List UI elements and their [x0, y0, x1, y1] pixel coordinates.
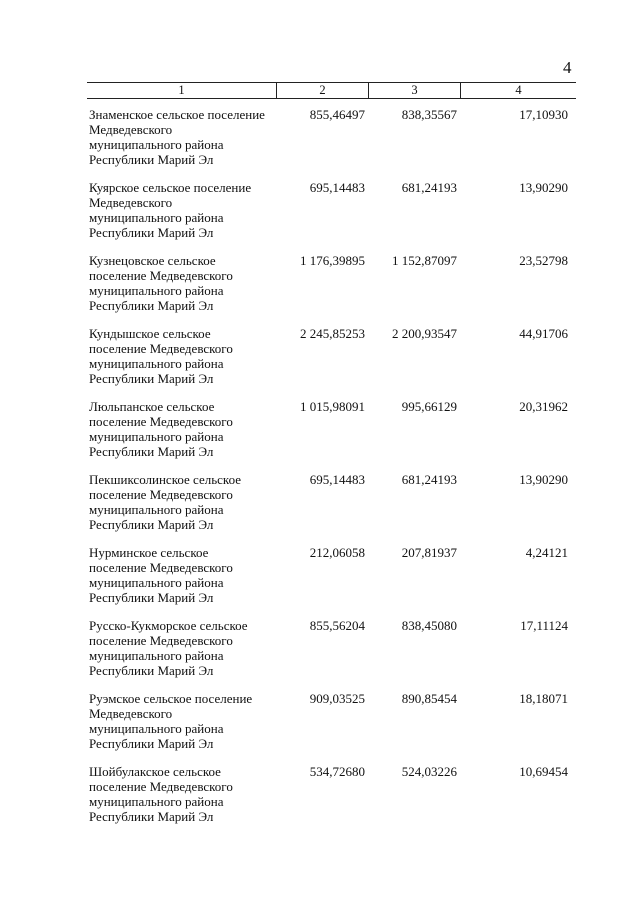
- settlement-name: Шойбулакское сельское поселение Медведевского муниципального района Республики Марий Эл: [89, 764, 233, 824]
- col-4-value: 18,18071: [519, 691, 568, 706]
- col-2-value: 695,14483: [309, 472, 365, 487]
- table-row: [87, 391, 576, 464]
- settlement-name: Кузнецовское сельское поселение Медведевского муниципального района Республики Марий Эл: [89, 253, 233, 313]
- page-number: 4: [563, 58, 572, 77]
- col-2-value: 534,72680: [309, 764, 365, 779]
- col-4-value: 44,91706: [519, 326, 568, 341]
- col-3-value: 207,81937: [401, 545, 457, 560]
- table-row: [87, 245, 576, 318]
- col-3-value: 681,24193: [401, 180, 457, 195]
- col-4-value: 13,90290: [519, 180, 568, 195]
- table-row: [87, 464, 576, 537]
- settlement-name: Куярское сельское поселение Медведевского муниципального района Республики Марий Эл: [89, 180, 252, 240]
- table-row: [87, 172, 576, 245]
- table-row: [87, 99, 576, 172]
- table-row: [87, 318, 576, 391]
- data-table: [87, 82, 576, 829]
- table-header: [87, 82, 576, 99]
- col-3-value: 2 200,93547: [392, 326, 457, 341]
- col-4-value: 20,31962: [519, 399, 568, 414]
- header-col-1: 1: [178, 83, 185, 97]
- header-col-2: 2: [319, 83, 326, 97]
- col-3-value: 890,85454: [401, 691, 457, 706]
- settlement-name: Пекшиксолинское сельское поселение Медведевского муниципального района Республики Марий Эл: [89, 472, 242, 532]
- col-2-value: 2 245,85253: [300, 326, 365, 341]
- header-col-4: 4: [515, 83, 522, 97]
- col-2-value: 1 015,98091: [300, 399, 365, 414]
- col-2-value: 212,06058: [309, 545, 365, 560]
- settlement-name: Люльпанское сельское поселение Медведевского муниципального района Республики Марий Эл: [89, 399, 233, 459]
- table-row: [87, 683, 576, 756]
- col-3-value: 995,66129: [401, 399, 457, 414]
- settlement-name: Руэмское сельское поселение Медведевского муниципального района Республики Марий Эл: [89, 691, 253, 751]
- col-3-value: 681,24193: [401, 472, 457, 487]
- col-4-value: 13,90290: [519, 472, 568, 487]
- col-2-value: 855,56204: [309, 618, 365, 633]
- col-3-value: 524,03226: [401, 764, 457, 779]
- table-row: [87, 537, 576, 610]
- col-3-value: 838,45080: [401, 618, 457, 633]
- col-4-value: 10,69454: [519, 764, 568, 779]
- col-4-value: 23,52798: [519, 253, 568, 268]
- header-col-3: 3: [411, 83, 418, 97]
- table-row: [87, 610, 576, 683]
- col-2-value: 1 176,39895: [300, 253, 365, 268]
- settlement-name: Кундышское сельское поселение Медведевского муниципального района Республики Марий Эл: [89, 326, 233, 386]
- col-2-value: 695,14483: [309, 180, 365, 195]
- col-3-value: 1 152,87097: [392, 253, 457, 268]
- col-4-value: 17,10930: [519, 107, 568, 122]
- col-2-value: 855,46497: [309, 107, 365, 122]
- col-4-value: 4,24121: [525, 545, 568, 560]
- table-row: [87, 756, 576, 829]
- col-4-value: 17,11124: [520, 618, 568, 633]
- settlement-name: Нурминское сельское поселение Медведевского муниципального района Республики Марий Эл: [89, 545, 233, 605]
- settlement-name: Знаменское сельское поселение Медведевского муниципального района Республики Марий Эл: [89, 107, 265, 167]
- col-2-value: 909,03525: [309, 691, 365, 706]
- col-3-value: 838,35567: [401, 107, 457, 122]
- settlement-name: Русско-Кукморское сельское поселение Медведевского муниципального района Республики Марий Эл: [89, 618, 248, 678]
